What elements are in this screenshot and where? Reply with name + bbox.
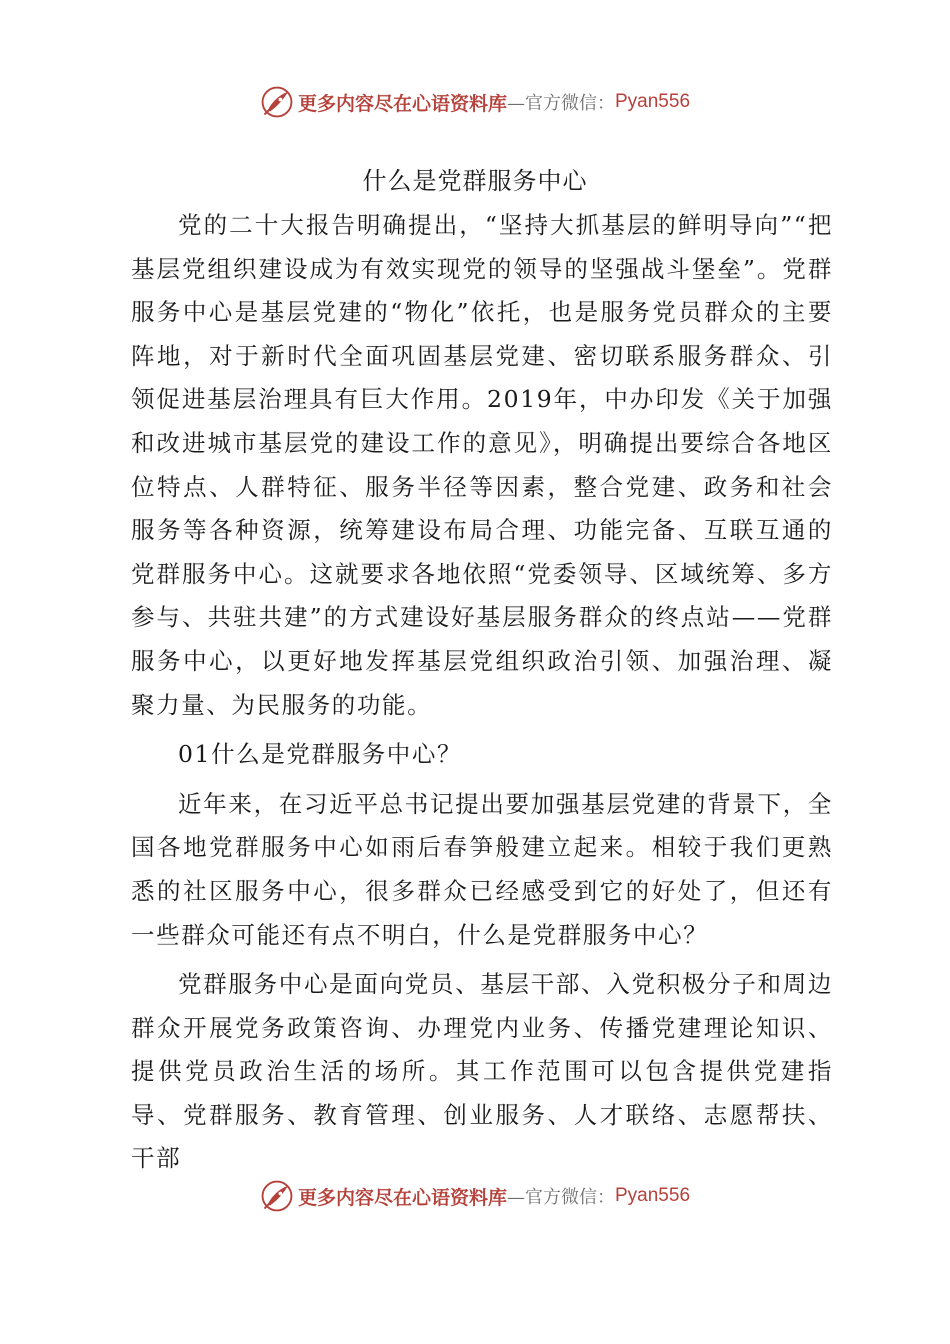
pen-nib-logo-icon [260,1179,294,1213]
watermark-sub-text: —官方微信： [507,93,615,114]
watermark-header [0,82,950,122]
paragraph-intro: 党的二十大报告明确提出，“坚持大抓基层的鲜明导向”“把基层党组织建设成为有效实现党的领导的坚强战斗堡垒”。党群服务中心是基层党建的“物化”依托，也是服务党员群众的主要阵地，对于新时代全面巩固基层党建、密切联系服务群众、引领促进基层治理具有巨大作用。2019年，中办印发《关于加强和改进城市基层党的建设工作的意见》，明确提出要综合各地区位特点、人群特征、服务半径等因素，整合党建、政务和社会服务等各种资源，统筹建设布局合理、功能完备、互联互通的党群服务中心。这就要求各地依照“党委领导、区域统筹、多方参与、共驻共建”的方式建设好基层服务群众的终点站——党群服务中心，以更好地发挥基层党组织政治引领、加强治理、凝聚力量、为民服务的功能。 [131,211,833,719]
section-heading: 01什么是党群服务中心？ [178,740,463,769]
document-body [131,204,833,1181]
watermark-account: Pyan556 [615,1185,691,1206]
watermark-main-text: 更多内容尽在心语资料库 [297,92,507,115]
watermark-footer [0,1176,950,1216]
watermark-account: Pyan556 [615,91,691,112]
watermark-main-text: 更多内容尽在心语资料库 [297,1186,507,1209]
paragraph-definition: 党群服务中心是面向党员、基层干部、入党积极分子和周边群众开展党务政策咨询、办理党内业务、传播党建理论知识、提供党员政治生活的场所。其工作范围可以包含提供党建指导、党群服务、教育管理、创业服务、人才联络、志愿帮扶、干部 [131,970,833,1173]
pen-nib-logo-icon [260,85,294,119]
watermark-sub-text: —官方微信： [507,1187,615,1208]
document-title: 什么是党群服务中心 [362,167,588,195]
paragraph-background: 近年来，在习近平总书记提出要加强基层党建的背景下，全国各地党群服务中心如雨后春笋般建立起来。相较于我们更熟悉的社区服务中心，很多群众已经感受到它的好处了，但还有一些群众可能还有点不明白，什么是党群服务中心？ [131,789,833,949]
